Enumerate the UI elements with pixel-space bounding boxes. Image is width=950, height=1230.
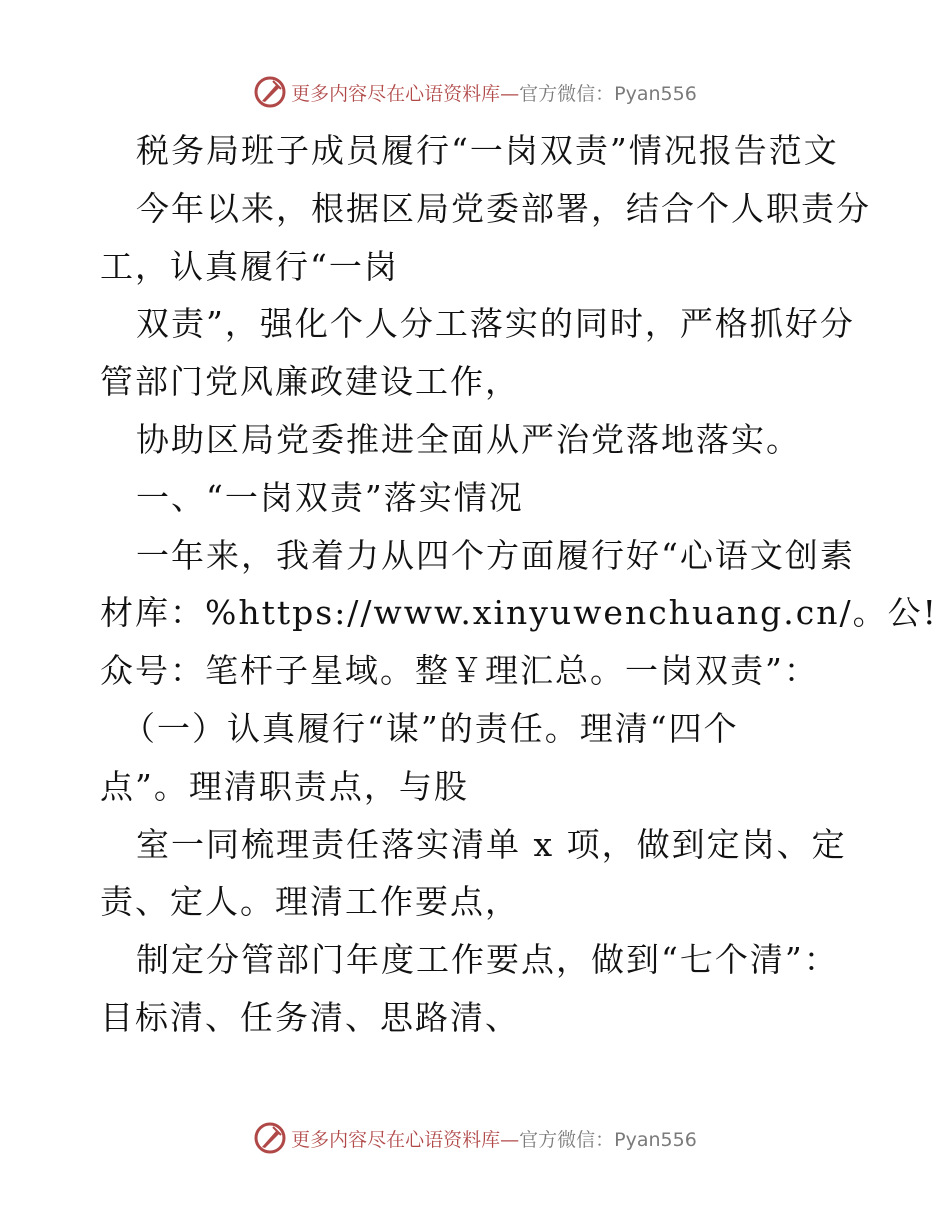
paragraph-line: 协助区局党委推进全面从严治党落地落实。 [136,419,801,459]
banner-text: 更多内容尽在心语资料库— [291,1128,520,1151]
footer-banner [0,1118,950,1158]
paragraph-line: 材库：%https://www.xinyuwenchuang.cn/。公! [100,593,938,633]
quill-logo-icon [253,1121,287,1155]
section-heading: 一、“一岗双责”落实情况 [136,477,524,517]
paragraph-line: 责、定人。理清工作要点， [100,882,520,922]
paragraph-line: 制定分管部门年度工作要点，做到“七个清”： [136,940,839,980]
paragraph-line: 点”。理清职责点，与股 [100,766,469,806]
document-title: 税务局班子成员履行“一岗双责”情况报告范文 [136,131,839,170]
paragraph-line: 室一同梳理责任落实清单 x 项，做到定岗、定 [136,824,847,864]
document-body [100,122,938,1047]
header-banner [0,72,950,112]
quill-logo-icon [253,75,287,109]
paragraph-line: 今年以来，根据区局党委部署，结合个人职责分 [136,188,871,228]
paragraph-line: 目标清、任务清、思路清、 [100,997,520,1037]
subsection-heading: （一）认真履行“谋”的责任。理清“四个 [122,708,739,748]
banner-wechat: 官方微信：Pyan556 [519,82,697,105]
paragraph-line: 管部门党风廉政建设工作， [100,362,520,402]
paragraph-line: 众号：笔杆子星域。整￥理汇总。一岗双责”： [100,651,819,691]
banner-text: 更多内容尽在心语资料库— [291,82,520,105]
banner-wechat: 官方微信：Pyan556 [519,1128,697,1151]
paragraph-line: 双责”，强化个人分工落实的同时，严格抓好分 [136,304,855,344]
paragraph-line: 一年来，我着力从四个方面履行好“心语文创素 [136,535,855,575]
paragraph-line: 工，认真履行“一岗 [100,246,399,286]
